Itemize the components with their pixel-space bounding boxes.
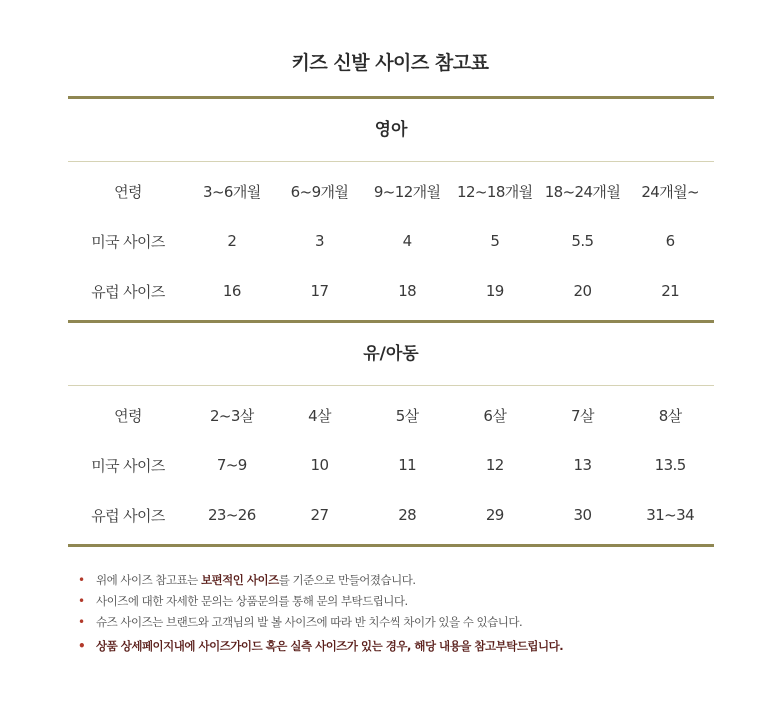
eu-size-row bbox=[68, 266, 714, 316]
table-cell: 27 bbox=[310, 506, 329, 524]
section-title: 영아 bbox=[374, 120, 408, 140]
table-cell: 21 bbox=[661, 282, 680, 300]
row-label: 연령 bbox=[114, 182, 142, 201]
table-cell: 9~12개월 bbox=[373, 182, 441, 201]
table-cell: 17 bbox=[310, 282, 329, 300]
infant-size-section bbox=[68, 96, 714, 316]
table-cell: 6~9개월 bbox=[290, 182, 349, 201]
note-emphasis: 보편적인 사이즈 bbox=[200, 573, 279, 587]
row-label: 미국 사이즈 bbox=[91, 456, 165, 475]
row-label: 유럽 사이즈 bbox=[91, 282, 165, 301]
note-item bbox=[78, 591, 718, 612]
row-label: 유럽 사이즈 bbox=[91, 506, 165, 525]
table-cell: 5.5 bbox=[571, 232, 594, 250]
table-cell: 3~6개월 bbox=[203, 182, 261, 201]
row-label: 미국 사이즈 bbox=[91, 232, 165, 251]
table-cell: 6 bbox=[665, 232, 675, 250]
table-cell: 31~34 bbox=[646, 506, 695, 524]
table-cell: 7살 bbox=[571, 406, 594, 425]
note-item bbox=[78, 612, 718, 633]
table-cell: 24개월~ bbox=[641, 182, 699, 201]
row-label: 연령 bbox=[114, 406, 142, 425]
note-text: 슈즈 사이즈는 브랜드와 고객님의 발 볼 사이즈에 따라 반 치수씩 차이가 있을 수 있습니다. bbox=[96, 615, 523, 629]
notes-list bbox=[78, 570, 718, 657]
age-row bbox=[68, 386, 714, 440]
bullet-icon: • bbox=[78, 639, 86, 653]
table-cell: 6살 bbox=[483, 406, 507, 425]
age-row bbox=[68, 162, 714, 216]
table-cell: 10 bbox=[310, 456, 329, 474]
table-cell: 20 bbox=[573, 282, 592, 300]
table-cell: 12~18개월 bbox=[457, 182, 533, 201]
table-cell: 2~3살 bbox=[209, 406, 254, 425]
table-bottom-rule bbox=[68, 544, 714, 547]
bullet-icon: • bbox=[78, 615, 85, 629]
table-cell: 4 bbox=[402, 232, 412, 250]
bullet-icon: • bbox=[78, 594, 85, 608]
table-cell: 4살 bbox=[308, 406, 331, 425]
table-cell: 7~9 bbox=[216, 456, 247, 474]
section-title: 유/아동 bbox=[363, 344, 419, 364]
table-cell: 13.5 bbox=[654, 456, 686, 474]
table-cell: 23~26 bbox=[207, 506, 256, 524]
table-cell: 30 bbox=[573, 506, 592, 524]
table-cell: 11 bbox=[398, 456, 417, 474]
note-item bbox=[78, 636, 718, 657]
note-text: 위에 사이즈 참고표는 bbox=[96, 573, 201, 587]
us-size-row bbox=[68, 216, 714, 266]
infant-size-table bbox=[68, 162, 714, 316]
table-cell: 5 bbox=[490, 232, 500, 250]
note-item bbox=[78, 570, 718, 591]
page-title: 키즈 신발 사이즈 참고표 bbox=[291, 52, 489, 74]
kids-size-section bbox=[68, 320, 714, 540]
us-size-row bbox=[68, 440, 714, 490]
table-cell: 18~24개월 bbox=[544, 182, 621, 201]
table-cell: 29 bbox=[485, 506, 504, 524]
note-text: 를 기준으로 만들어졌습니다. bbox=[278, 573, 416, 587]
table-cell: 19 bbox=[485, 282, 504, 300]
kids-size-table bbox=[68, 386, 714, 540]
table-cell: 16 bbox=[222, 282, 241, 300]
table-cell: 3 bbox=[315, 232, 324, 250]
table-cell: 28 bbox=[398, 506, 417, 524]
table-cell: 18 bbox=[398, 282, 417, 300]
table-cell: 5살 bbox=[395, 406, 419, 425]
table-cell: 12 bbox=[485, 456, 504, 474]
table-cell: 2 bbox=[227, 232, 237, 250]
note-text: 사이즈에 대한 자세한 문의는 상품문의를 통해 문의 부탁드립니다. bbox=[96, 594, 408, 608]
note-text: 상품 상세페이지내에 사이즈가이드 혹은 실측 사이즈가 있는 경우, 해당 내용을 참고부탁드립니다. bbox=[96, 639, 564, 653]
table-cell: 8살 bbox=[658, 406, 682, 425]
table-cell: 13 bbox=[573, 456, 592, 474]
eu-size-row bbox=[68, 490, 714, 540]
bullet-icon: • bbox=[78, 573, 85, 587]
